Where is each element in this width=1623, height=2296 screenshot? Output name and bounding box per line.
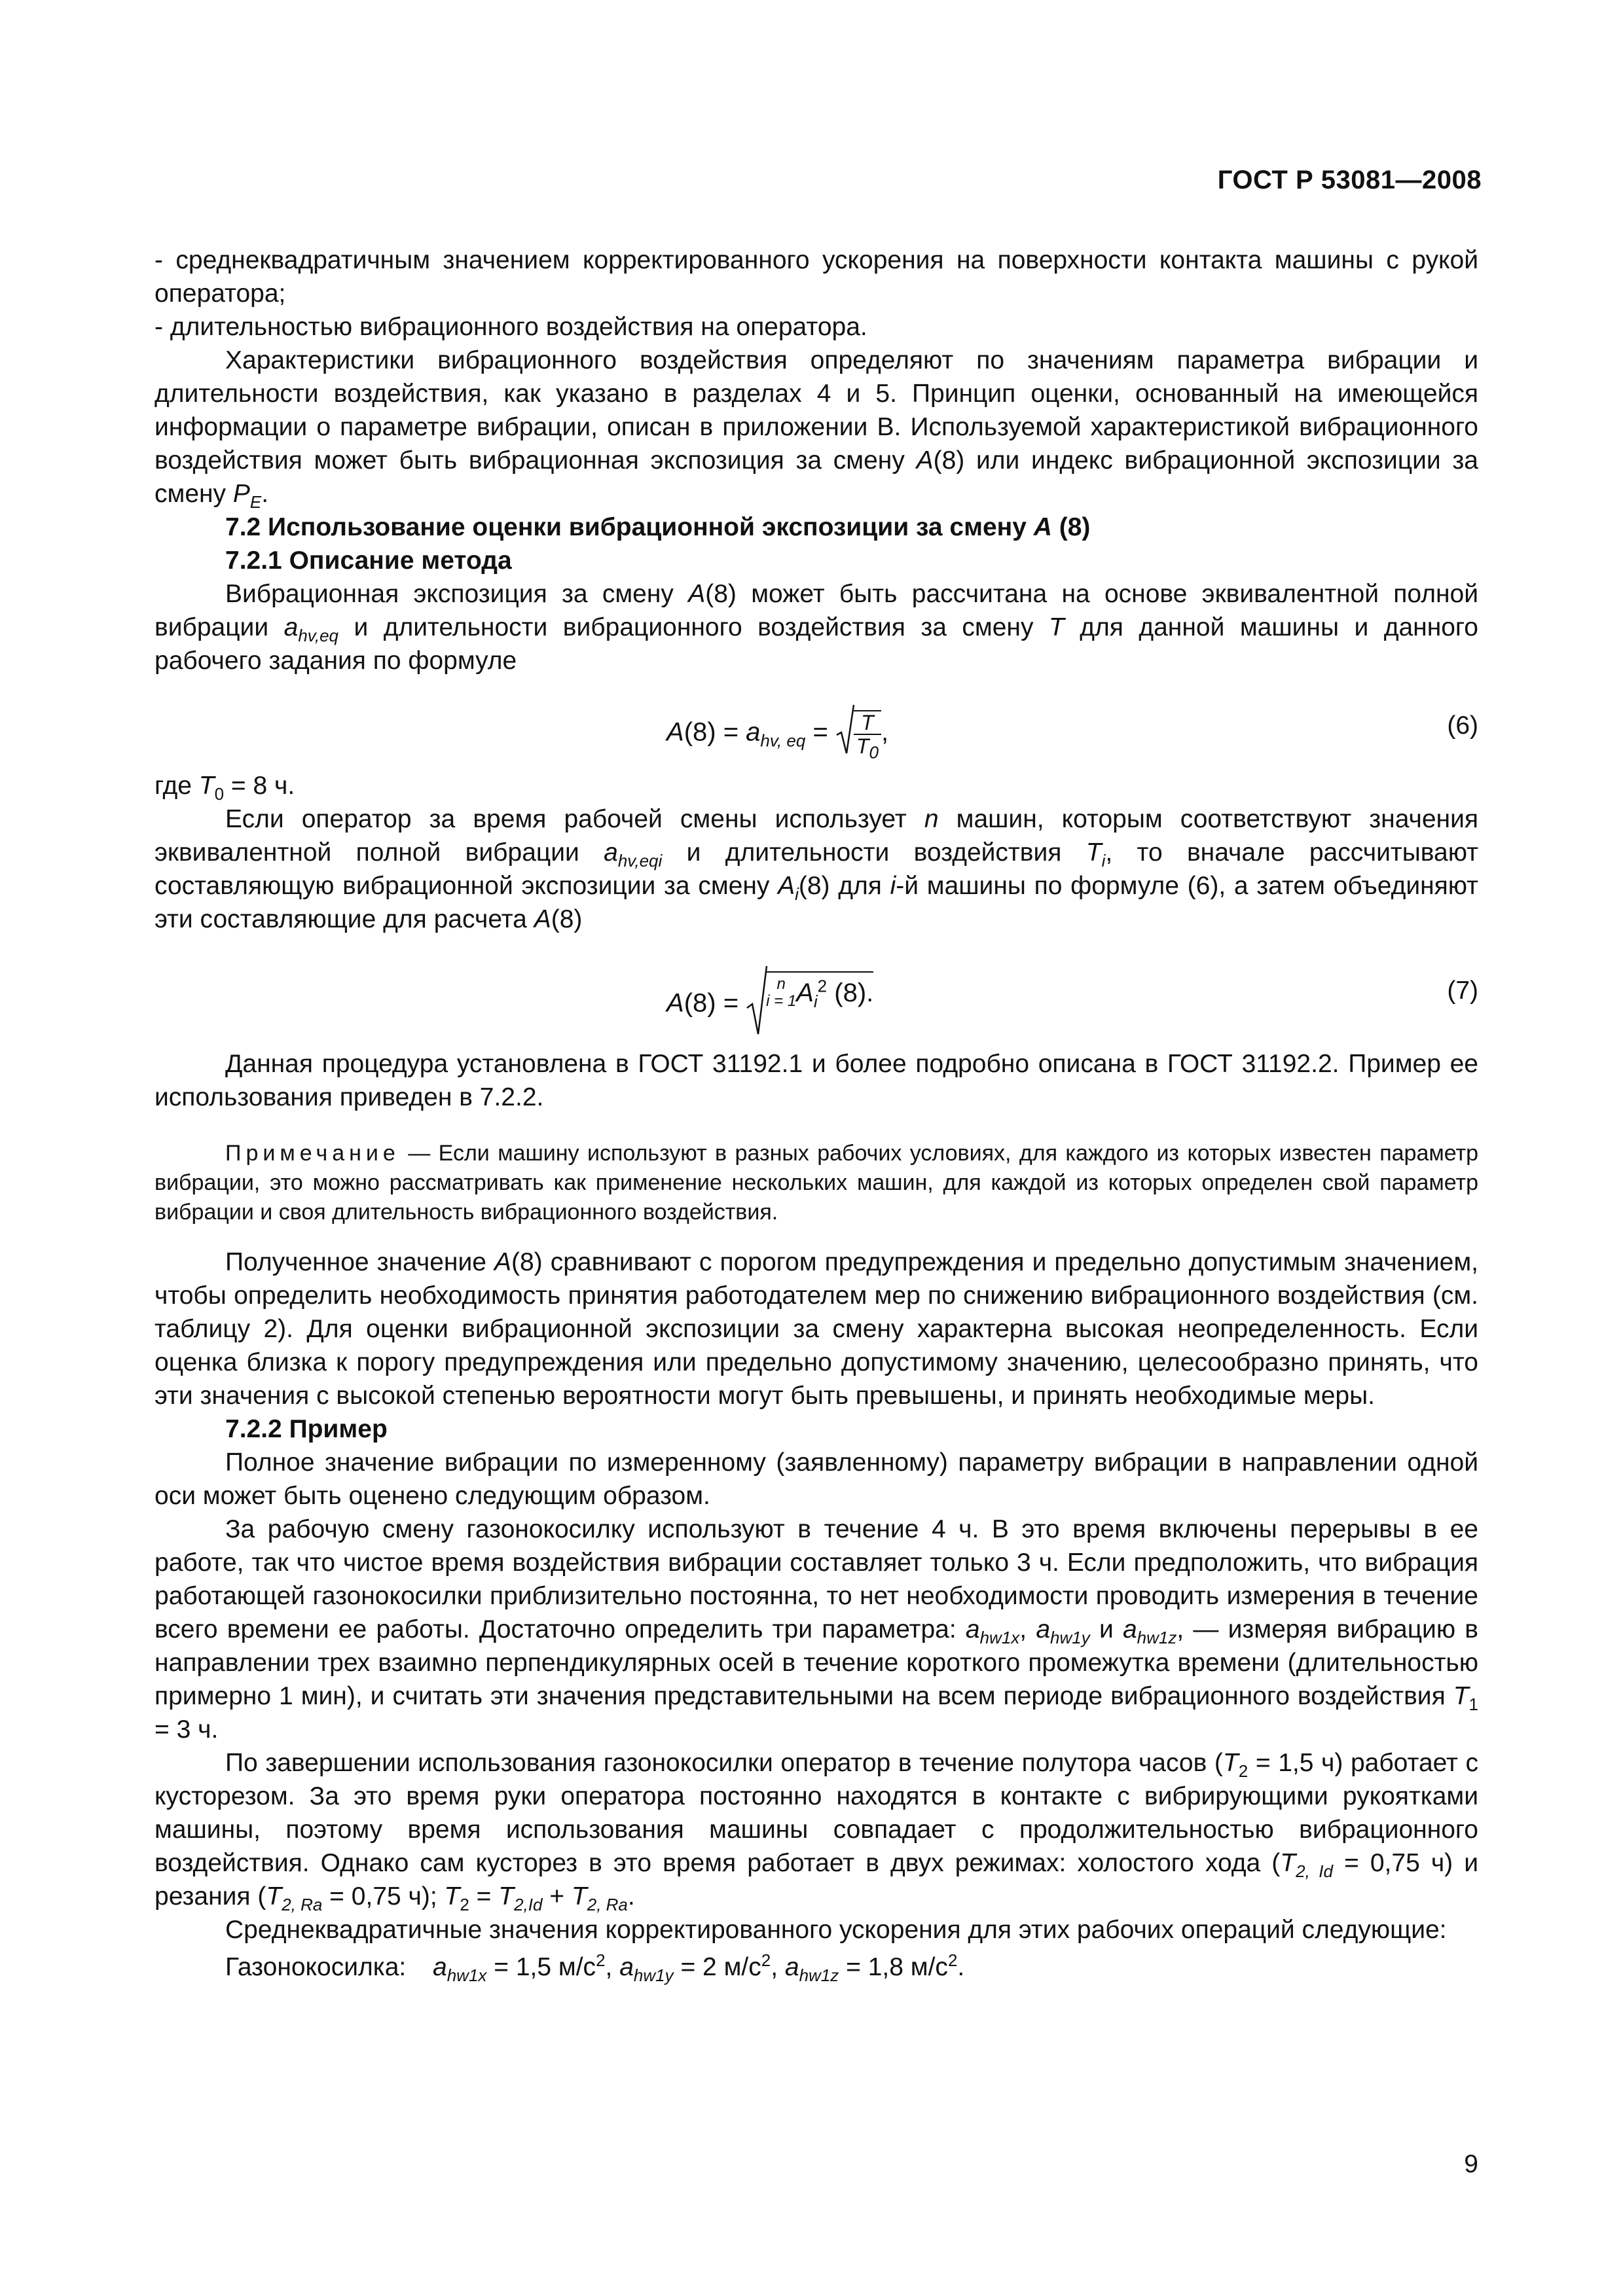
formula-7-expression: A(8) = n $i = 1A_i^2$ (8). [666, 965, 873, 1045]
paragraph: Вибрационная экспозиция за смену A(8) может быть рассчитана на основе эквивалентной полной вибрации $a_{hv,eq}$ и длительности вибрационного воздействия за смену T для данной машины и данного рабочего задания по формуле [155, 580, 1478, 675]
mower-label: Газонокосилка: [225, 1953, 407, 1981]
note-label: Примечание [225, 1141, 400, 1166]
formula-number: (6) [1447, 711, 1478, 740]
page-body [155, 243, 1478, 1984]
fraction: $\frac{T}{T_0}$ [854, 710, 881, 757]
paragraph: Данная процедура установлена в ГОСТ 31192.1 и более подробно описана в ГОСТ 31192.2. Пример ее использования приведен в 7.2.2. [155, 1050, 1478, 1111]
section-heading: 7.2 Использование оценки вибрационной экспозиции за смену A (8) [225, 513, 1091, 541]
formula-7 [155, 936, 1478, 1047]
sqrt-sign [835, 704, 855, 764]
section-heading: 7.2.1 Описание метода [225, 547, 512, 575]
formula-6 [155, 677, 1478, 769]
paragraph: - длительностью вибрационного воздействия на оператора. [155, 313, 867, 341]
sum-operator: n i = 1 [766, 975, 797, 1011]
section-heading: 7.2.2 Пример [225, 1415, 388, 1443]
paragraph: Полное значение вибрации по измеренному (заявленному) параметру вибрации в направлении одной оси может быть оценено следующим образом. [155, 1448, 1478, 1510]
paragraph: Характеристики вибрационного воздействия определяют по значениям параметра вибрации и длительности воздействия, как указано в разделах 4 и 5. Принцип оценки, основанный на имеющейся информации о параметре вибрации, описан в приложении В. Используемой характеристикой вибрационного воздействия может быть вибрационная экспозиция за смену A(8) или индекс вибрационной экспозиции за смену $P_E$. [155, 346, 1478, 512]
document-header: ГОСТ Р 53081—2008 [1217, 166, 1482, 194]
formula-6-expression: $A(8) = a_{hv, eq}$ = $\frac{T}{T_0}$ , [666, 704, 888, 764]
paragraph: За рабочую смену газонокосилку используют в течение 4 ч. В это время включены перерывы в ее работе, так что чистое время воздействия вибрации составляет только 3 ч. Если предположить, что вибрация работающей газонокосилки приблизительно постоянна, то нет необходимости проводить измерения в течение всего времени ее работы. Достаточно определить три параметра: $a_{hw1x}$, $a_{hw1y}$ и $a_{hw1z}$, — измеряя вибрацию в направлении трех взаимно перпендикулярных осей в течение короткого промежутка времени (длительностью примерно 1 мин), и считать эти значения представительными на всем периоде вибрационного воздействия $T_1 = 3$ ч. [155, 1515, 1478, 1744]
paragraph: - среднеквадратичным значением корректированного ускорения на поверхности контакта машины с рукой оператора; [155, 246, 1478, 308]
paragraph: где $T_0 = 8$ ч. [155, 772, 295, 804]
formula-number: (7) [1447, 977, 1478, 1005]
paragraph: По завершении использования газонокосилки оператор в течение полутора часов ($T_2 = 1,5$ ч) работает с кусторезом. За это время руки оператора постоянно находятся в контакте с вибрирующими рукоятками машины, поэтому время использования машины совпадает с продолжительностью вибрационного воздействия. Однако сам кусторез в это время работает в двух режимах: холостого хода ($T_{2, Id} = 0,75$ ч) и резания ($T_{2, Ra} = 0,75$ ч); $T_2 = T_{2,Id} + T_{2, Ra}$. [155, 1749, 1479, 1914]
paragraph: Полученное значение A(8) сравнивают с порогом предупреждения и предельно допустимым значением, чтобы определить необходимость принятия работодателем мер по снижению вибрационного воздействия (см. таблицу 2). Для оценки вибрационной экспозиции за смену характерна высокая неопределенность. Если оценка близка к порогу предупреждения или предельно допустимому значению, целесообразно принять, что эти значения с высокой степенью вероятности могут быть превышены, и принять необходимые меры. [155, 1248, 1478, 1410]
paragraph: Если оператор за время рабочей смены использует n машин, которым соответствуют значения эквивалентной полной вибрации $a_{hv,eqi}$ и длительности воздействия $T_i$, то вначале рассчитывают составляющую вибрационной экспозиции за смену $A_i(8)$ для i-й машины по формуле (6), а затем объединяют эти составляющие для расчета A(8) [155, 805, 1479, 933]
sqrt-sign [746, 965, 768, 1045]
page-number: 9 [1464, 2150, 1478, 2178]
paragraph: Среднеквадратичные значения корректированного ускорения для этих рабочих операций следующие: [225, 1916, 1447, 1944]
note: Примечание — Если машину используют в разных рабочих условиях, для каждого из которых известен параметр вибрации, это можно рассматривать как применение нескольких машин, для каждой из которых определен свой параметр вибрации и своя длительность вибрационного воздействия. [155, 1141, 1478, 1225]
mower-values-row: Газонокосилка: $a_{hw1x} = 1,5$ $м/с^2$, $a_{hw1y} = 2$ $м/с^2$, $a_{hw1z} = 1,8$ $м/с^2$. [155, 1950, 1478, 1984]
